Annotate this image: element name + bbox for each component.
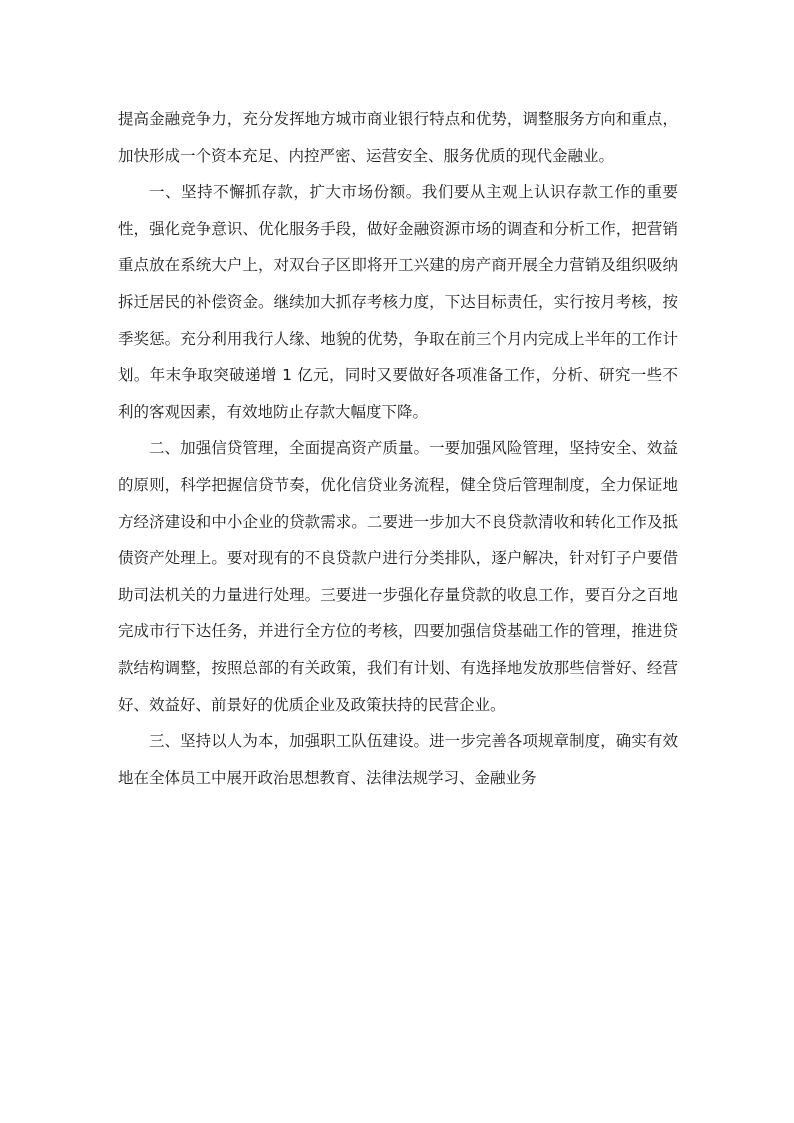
document-body xyxy=(118,101,678,796)
paragraph-deposits: 一、坚持不懈抓存款，扩大市场份额。我们要从主观上认识存款工作的重要性，强化竞争意识、优化服务手段，做好金融资源市场的调查和分析工作，把营销重点放在系统大户上，对双台子区即将开工兴建的房产商开展全力营销及组织吸纳拆迁居民的补偿资金。继续加大抓存考核力度，下达目标责任，实行按月考核，按季奖惩。充分利用我行人缘、地貌的优势，争取在前三个月内完成上半年的工作计划。年末争取突破递增 1 亿元，同时又要做好各项准备工作，分析、研究一些不利的客观因素，有效地防止存款大幅度下降。 xyxy=(118,183,678,421)
paragraph-staff-building: 三、坚持以人为本，加强职工队伍建设。进一步完善各项规章制度，确实有效地在全体员工中展开政治思想教育、法律法规学习、金融业务 xyxy=(118,732,678,787)
paragraph-intro-continuation: 提高金融竞争力，充分发挥地方城市商业银行特点和优势，调整服务方向和重点，加快形成一个资本充足、内控严密、运营安全、服务优质的现代金融业。 xyxy=(118,110,678,165)
paragraph-credit-management: 二、加强信贷管理，全面提高资产质量。一要加强风险管理，坚持安全、效益的原则，科学把握信贷节奏，优化信贷业务流程，健全贷后管理制度，全力保证地方经济建设和中小企业的贷款需求。二要进一步加大不良贷款清收和转化工作及抵债资产处理上。要对现有的不良贷款户进行分类排队，逐户解决，针对钉子户要借助司法机关的力量进行处理。三要进一步强化存量贷款的收息工作，要百分之百地完成市行下达任务，并进行全方位的考核，四要加强信贷基础工作的管理，推进贷款结构调整，按照总部的有关政策，我们有计划、有选择地发放那些信誉好、经营好、效益好、前景好的优质企业及政策扶持的民营企业。 xyxy=(118,439,678,714)
